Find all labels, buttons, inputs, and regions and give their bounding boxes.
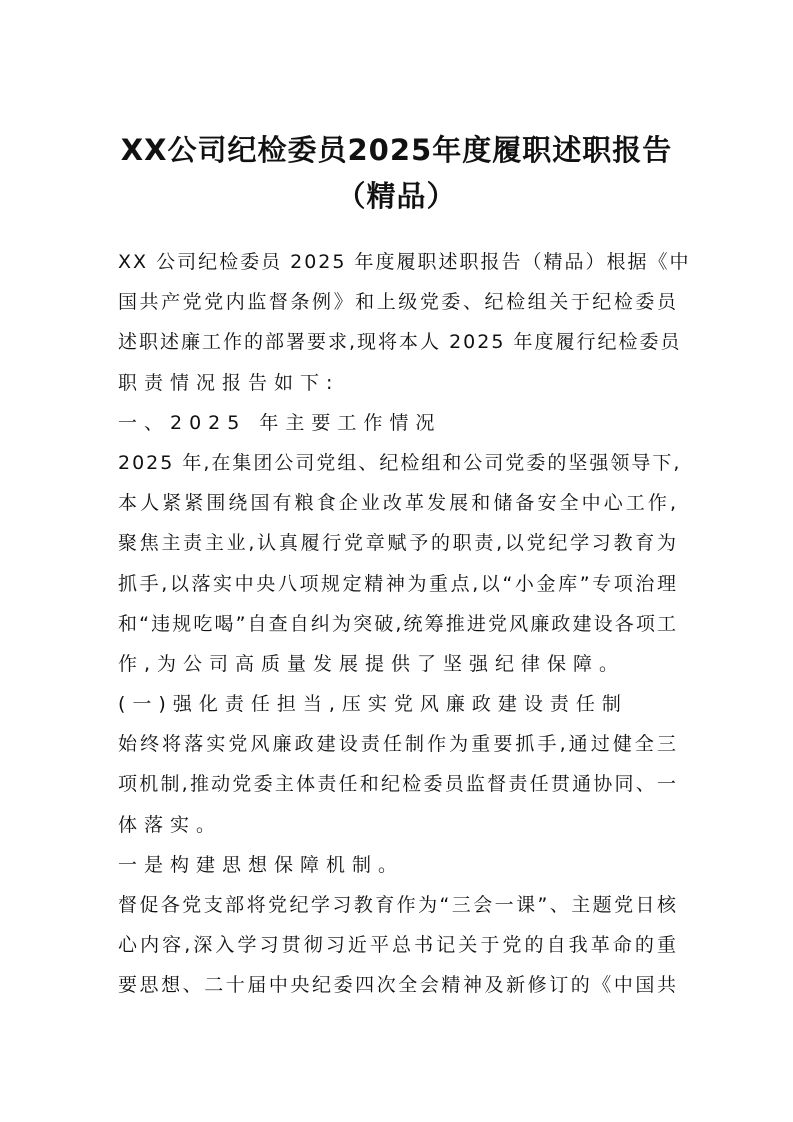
text-line: 作,为公司高质量发展提供了坚强纪律保障。 bbox=[118, 652, 626, 675]
text-line: 国共产党党内监督条例》和上级党委、纪检组关于纪检委员 bbox=[118, 291, 678, 314]
text-line: 始终将落实党风廉政建设责任制作为重要抓手,通过健全三 bbox=[118, 733, 678, 756]
document-body bbox=[118, 242, 691, 1006]
text-line: (一)强化责任担当,压实党风廉政建设责任制 bbox=[118, 693, 628, 716]
text-line: 聚焦主责主业,认真履行党章赋予的职责,以党纪学习教育为 bbox=[118, 532, 678, 555]
text-line: 一是构建思想保障机制。 bbox=[118, 853, 405, 876]
text-line: 心内容,深入学习贯彻习近平总书记关于党的自我革命的重 bbox=[118, 934, 678, 957]
text-line: 督促各党支部将党纪学习教育作为“三会一课”、主题党日核 bbox=[118, 894, 678, 916]
document-title: XX公司纪检委员2025年度履职述职报告 bbox=[120, 133, 673, 167]
text-line: 本人紧紧围绕国有粮食企业改革发展和储备安全中心工作, bbox=[118, 492, 678, 515]
text-line: 项机制,推动党委主体责任和纪检委员监督责任贯通协同、一 bbox=[118, 773, 678, 796]
text-line: 一、2025 年主要工作情况 bbox=[118, 411, 442, 434]
text-line: 体落实。 bbox=[118, 813, 223, 836]
text-line: 要思想、二十届中央纪委四次全会精神及新修订的《中国共 bbox=[118, 974, 678, 997]
text-line: 抓手,以落实中央八项规定精神为重点,以“小金库”专项治理 bbox=[118, 572, 678, 595]
text-line: 职责情况报告如下: bbox=[118, 371, 340, 394]
text-line: XX 公司纪检委员 2025 年度履职述职报告（精品）根据《中 bbox=[118, 251, 691, 273]
text-line: 述职述廉工作的部署要求,现将本人 2025 年度履行纪检委员 bbox=[118, 331, 682, 354]
text-line: 2025 年,在集团公司党组、纪检组和公司党委的坚强领导下, bbox=[118, 451, 682, 474]
document-subtitle: （精品） bbox=[336, 179, 457, 213]
text-line: 和“违规吃喝”自查自纠为突破,统筹推进党风廉政建设各项工 bbox=[118, 612, 678, 635]
